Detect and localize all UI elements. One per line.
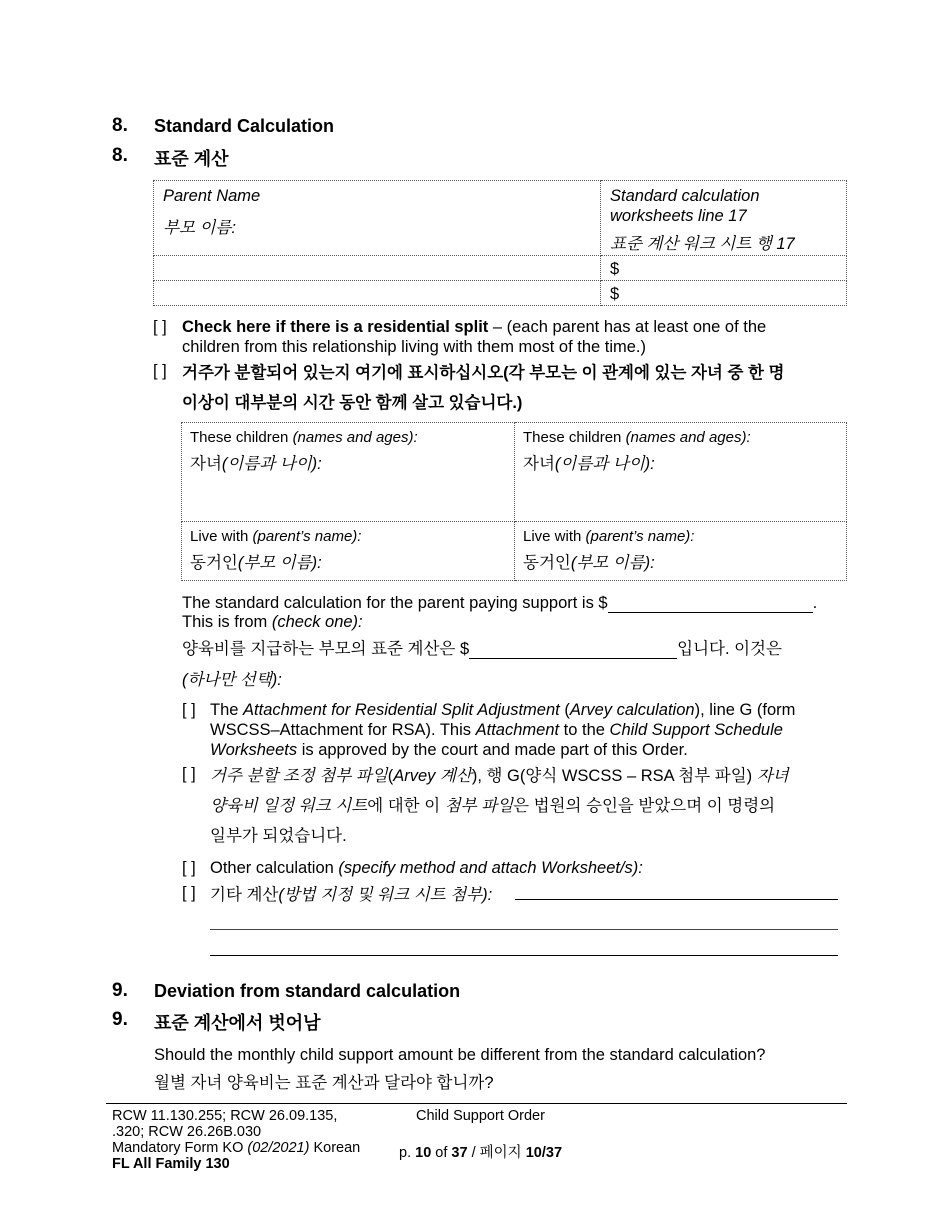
section-9-title-ko: 표준 계산에서 벗어남	[154, 1013, 321, 1033]
live-with-label-right-ko	[515, 545, 846, 573]
children-label-italic: (names and ages):	[292, 429, 418, 446]
std-calc-from-italic: (check one):	[271, 613, 363, 631]
footer-rcw-2: .320; RCW 26.26B.030	[112, 1124, 262, 1140]
opt1-ko-l1-e: 자녀	[756, 767, 789, 785]
children-ko-text: 자녀	[523, 455, 555, 473]
parent-amount-table	[153, 180, 847, 306]
parent-name-label: Parent Name	[163, 187, 261, 205]
footer-form	[112, 1140, 360, 1156]
opt1-l1-c: (	[559, 701, 570, 719]
children-ko-text: 자녀	[190, 455, 222, 473]
footer-form-a: Mandatory Form KO	[112, 1140, 248, 1156]
std-calc-from-text: This is from	[182, 613, 272, 631]
section-8-title-ko: 표준 계산	[154, 149, 229, 169]
children-cell-left[interactable]	[182, 423, 515, 522]
std-calc-header	[601, 181, 847, 256]
std-calc-statement	[182, 593, 817, 613]
arvey-ko-line-3: 일부가 되었습니다.	[210, 827, 347, 845]
arvey-ko-line-2	[210, 792, 775, 816]
opt1-ko-l1-b: (	[387, 767, 394, 785]
other-calc-checkbox-ko[interactable]: [ ]	[182, 884, 196, 902]
footer-rule	[106, 1103, 847, 1104]
arvey-checkbox-ko[interactable]: [ ]	[182, 765, 196, 783]
live-ko-italic: (부모 이름):	[237, 554, 322, 572]
opt1-l3-a: Worksheets	[210, 741, 298, 759]
live-label-text: Live with	[523, 528, 586, 545]
page-f: 10	[525, 1145, 542, 1161]
children-ko-italic: (이름과 나이):	[221, 455, 322, 473]
children-label-left	[182, 423, 514, 446]
std-calc-period: .	[812, 594, 818, 612]
children-ko-italic: (이름과 나이):	[554, 455, 655, 473]
live-label-text: Live with	[190, 528, 253, 545]
footer-form-c: Korean	[309, 1140, 361, 1156]
other-calc-ko-b: (방법 지정 및 워크 시트 첨부):	[278, 886, 493, 904]
other-calc-line-2[interactable]	[210, 929, 838, 930]
opt1-l3-b: is approved by the court and made part of this Order.	[297, 741, 688, 759]
opt1-ko-l2-c: 첨부 파일	[444, 797, 514, 815]
page-h: 37	[545, 1145, 563, 1161]
footer-page-number	[399, 1145, 562, 1161]
children-label-italic: (names and ages):	[625, 429, 751, 446]
amount-cell-2[interactable]	[601, 281, 847, 306]
residential-split-checkbox[interactable]: [ ]	[153, 318, 167, 336]
section-9-number: 9.	[112, 980, 128, 1001]
live-with-cell-left[interactable]	[182, 522, 515, 581]
parent-name-cell-2[interactable]	[154, 281, 601, 306]
std-calc-ko-text: 양육비를 지급하는 부모의 표준 계산은 $	[182, 640, 470, 658]
parent-name-label-ko: 부모 이름:	[163, 219, 236, 237]
arvey-option-text	[210, 700, 830, 760]
other-calc-a: Other calculation	[210, 859, 339, 877]
page-e: / 페이지	[467, 1145, 526, 1161]
std-calc-statement-ko	[182, 635, 782, 659]
live-label-italic: (parent’s name):	[585, 528, 695, 545]
children-label-text: These children	[190, 429, 293, 446]
footer-form-b: (02/2021)	[247, 1140, 310, 1156]
opt1-l1-d: Arvey calculation	[569, 701, 695, 719]
live-ko-text: 동거인	[190, 554, 238, 572]
std-calc-amount-field[interactable]	[608, 596, 813, 613]
opt1-l1-e: ), line G (form	[694, 701, 796, 719]
std-calc-label-2: worksheets line 17	[610, 207, 747, 225]
children-label-right-ko	[515, 446, 846, 474]
opt1-ko-l2-b: 에 대한 이	[367, 797, 445, 815]
live-ko-text: 동거인	[523, 554, 571, 572]
opt1-l2-b: Attachment	[475, 721, 560, 739]
arvey-ko-line-1	[210, 762, 789, 786]
opt1-l2-c: to the	[559, 721, 610, 739]
opt1-l2-a: WSCSS–Attachment for RSA). This	[210, 721, 476, 739]
live-with-cell-right[interactable]	[515, 522, 847, 581]
children-cell-right[interactable]	[515, 423, 847, 522]
footer-title: Child Support Order	[416, 1108, 545, 1124]
other-calc-ko-a: 기타 계산	[210, 886, 279, 904]
opt1-l1-a: The	[210, 701, 244, 719]
deviation-question-ko: 월별 자녀 양육비는 표준 계산과 달라야 합니까?	[154, 1074, 494, 1092]
section-9-number-ko: 9.	[112, 1009, 128, 1030]
std-calc-amount-field-ko[interactable]	[469, 640, 677, 659]
std-calc-label-ko: 표준 계산 워크 시트 행 17	[610, 235, 795, 253]
section-8-title: Standard Calculation	[154, 116, 335, 136]
live-with-label-right	[515, 522, 846, 545]
std-calc-from	[182, 612, 363, 632]
live-ko-italic: (부모 이름):	[570, 554, 655, 572]
live-label-italic: (parent’s name):	[252, 528, 362, 545]
page-d: 37	[451, 1145, 468, 1161]
opt1-ko-l1-a: 거주 분할 조정 첨부 파일	[210, 767, 388, 785]
opt1-ko-l2-a: 양육비 일정 워크 시트	[210, 797, 368, 815]
section-9-title: Deviation from standard calculation	[154, 981, 461, 1001]
amount-dollar-2: $	[610, 285, 620, 303]
std-calc-ko-choose: (하나만 선택):	[182, 671, 282, 689]
parent-name-cell-1[interactable]	[154, 256, 601, 281]
amount-dollar-1: $	[610, 260, 620, 278]
opt1-ko-l1-d: ), 행 G(양식 WSCSS – RSA 첨부 파일)	[471, 767, 757, 785]
section-8-number-ko: 8.	[112, 145, 128, 166]
opt1-ko-l2-d: 은 법원의 승인을 받았으며 이 명령의	[513, 797, 776, 815]
live-with-label-left-ko	[182, 545, 514, 573]
std-calc-label-1: Standard calculation	[610, 187, 760, 205]
other-calc-line-3[interactable]	[210, 955, 838, 956]
parent-name-header	[154, 181, 601, 256]
page-g: /	[541, 1145, 546, 1161]
footer-form-id: FL All Family 130	[112, 1156, 230, 1172]
std-calc-text: The standard calculation for the parent paying support is $	[182, 594, 608, 612]
children-label-text: These children	[523, 429, 626, 446]
opt1-ko-l1-c: Arvey 계산	[393, 767, 472, 785]
other-calc-checkbox[interactable]: [ ]	[182, 859, 196, 877]
footer-rcw-1: RCW 11.130.255; RCW 26.09.135,	[112, 1108, 338, 1124]
std-calc-ko-text-b: 입니다. 이것은	[677, 640, 782, 658]
section-8-number: 8.	[112, 115, 128, 136]
residential-split-rest-1: – (each parent has at least one of the	[488, 318, 767, 336]
page-c: of	[431, 1145, 452, 1161]
page-a: p.	[399, 1145, 416, 1161]
residential-split-checkbox-ko[interactable]: [ ]	[153, 362, 167, 380]
other-calc-b: (specify method and attach Worksheet/s):	[338, 859, 643, 877]
residential-split-text	[182, 317, 822, 357]
other-calc-ko-text	[210, 881, 492, 905]
other-calc-text	[210, 858, 643, 878]
children-label-right	[515, 423, 846, 446]
page-b: 10	[415, 1145, 432, 1161]
opt1-l2-d: Child Support Schedule	[609, 721, 783, 739]
residential-split-ko-1: 거주가 분할되어 있는지 여기에 표시하십시오(각 부모는 이 관계에 있는 자녀 중 한 명	[182, 364, 785, 382]
opt1-l1-b: Attachment for Residential Split Adjustment	[243, 701, 560, 719]
children-table	[181, 422, 847, 581]
residential-split-ko-2: 이상이 대부분의 시간 동안 함께 살고 있습니다.)	[182, 394, 523, 412]
residential-split-bold: Check here if there is a residential split	[182, 318, 489, 336]
residential-split-rest-2: children from this relationship living with them most of the time.)	[182, 338, 647, 356]
children-label-left-ko	[182, 446, 514, 474]
live-with-label-left	[182, 522, 514, 545]
other-calc-line-1[interactable]	[515, 899, 838, 900]
arvey-checkbox[interactable]: [ ]	[182, 701, 196, 719]
deviation-question: Should the monthly child support amount be different from the standard calculation?	[154, 1046, 766, 1064]
amount-cell-1[interactable]	[601, 256, 847, 281]
footer-left	[112, 1108, 360, 1172]
